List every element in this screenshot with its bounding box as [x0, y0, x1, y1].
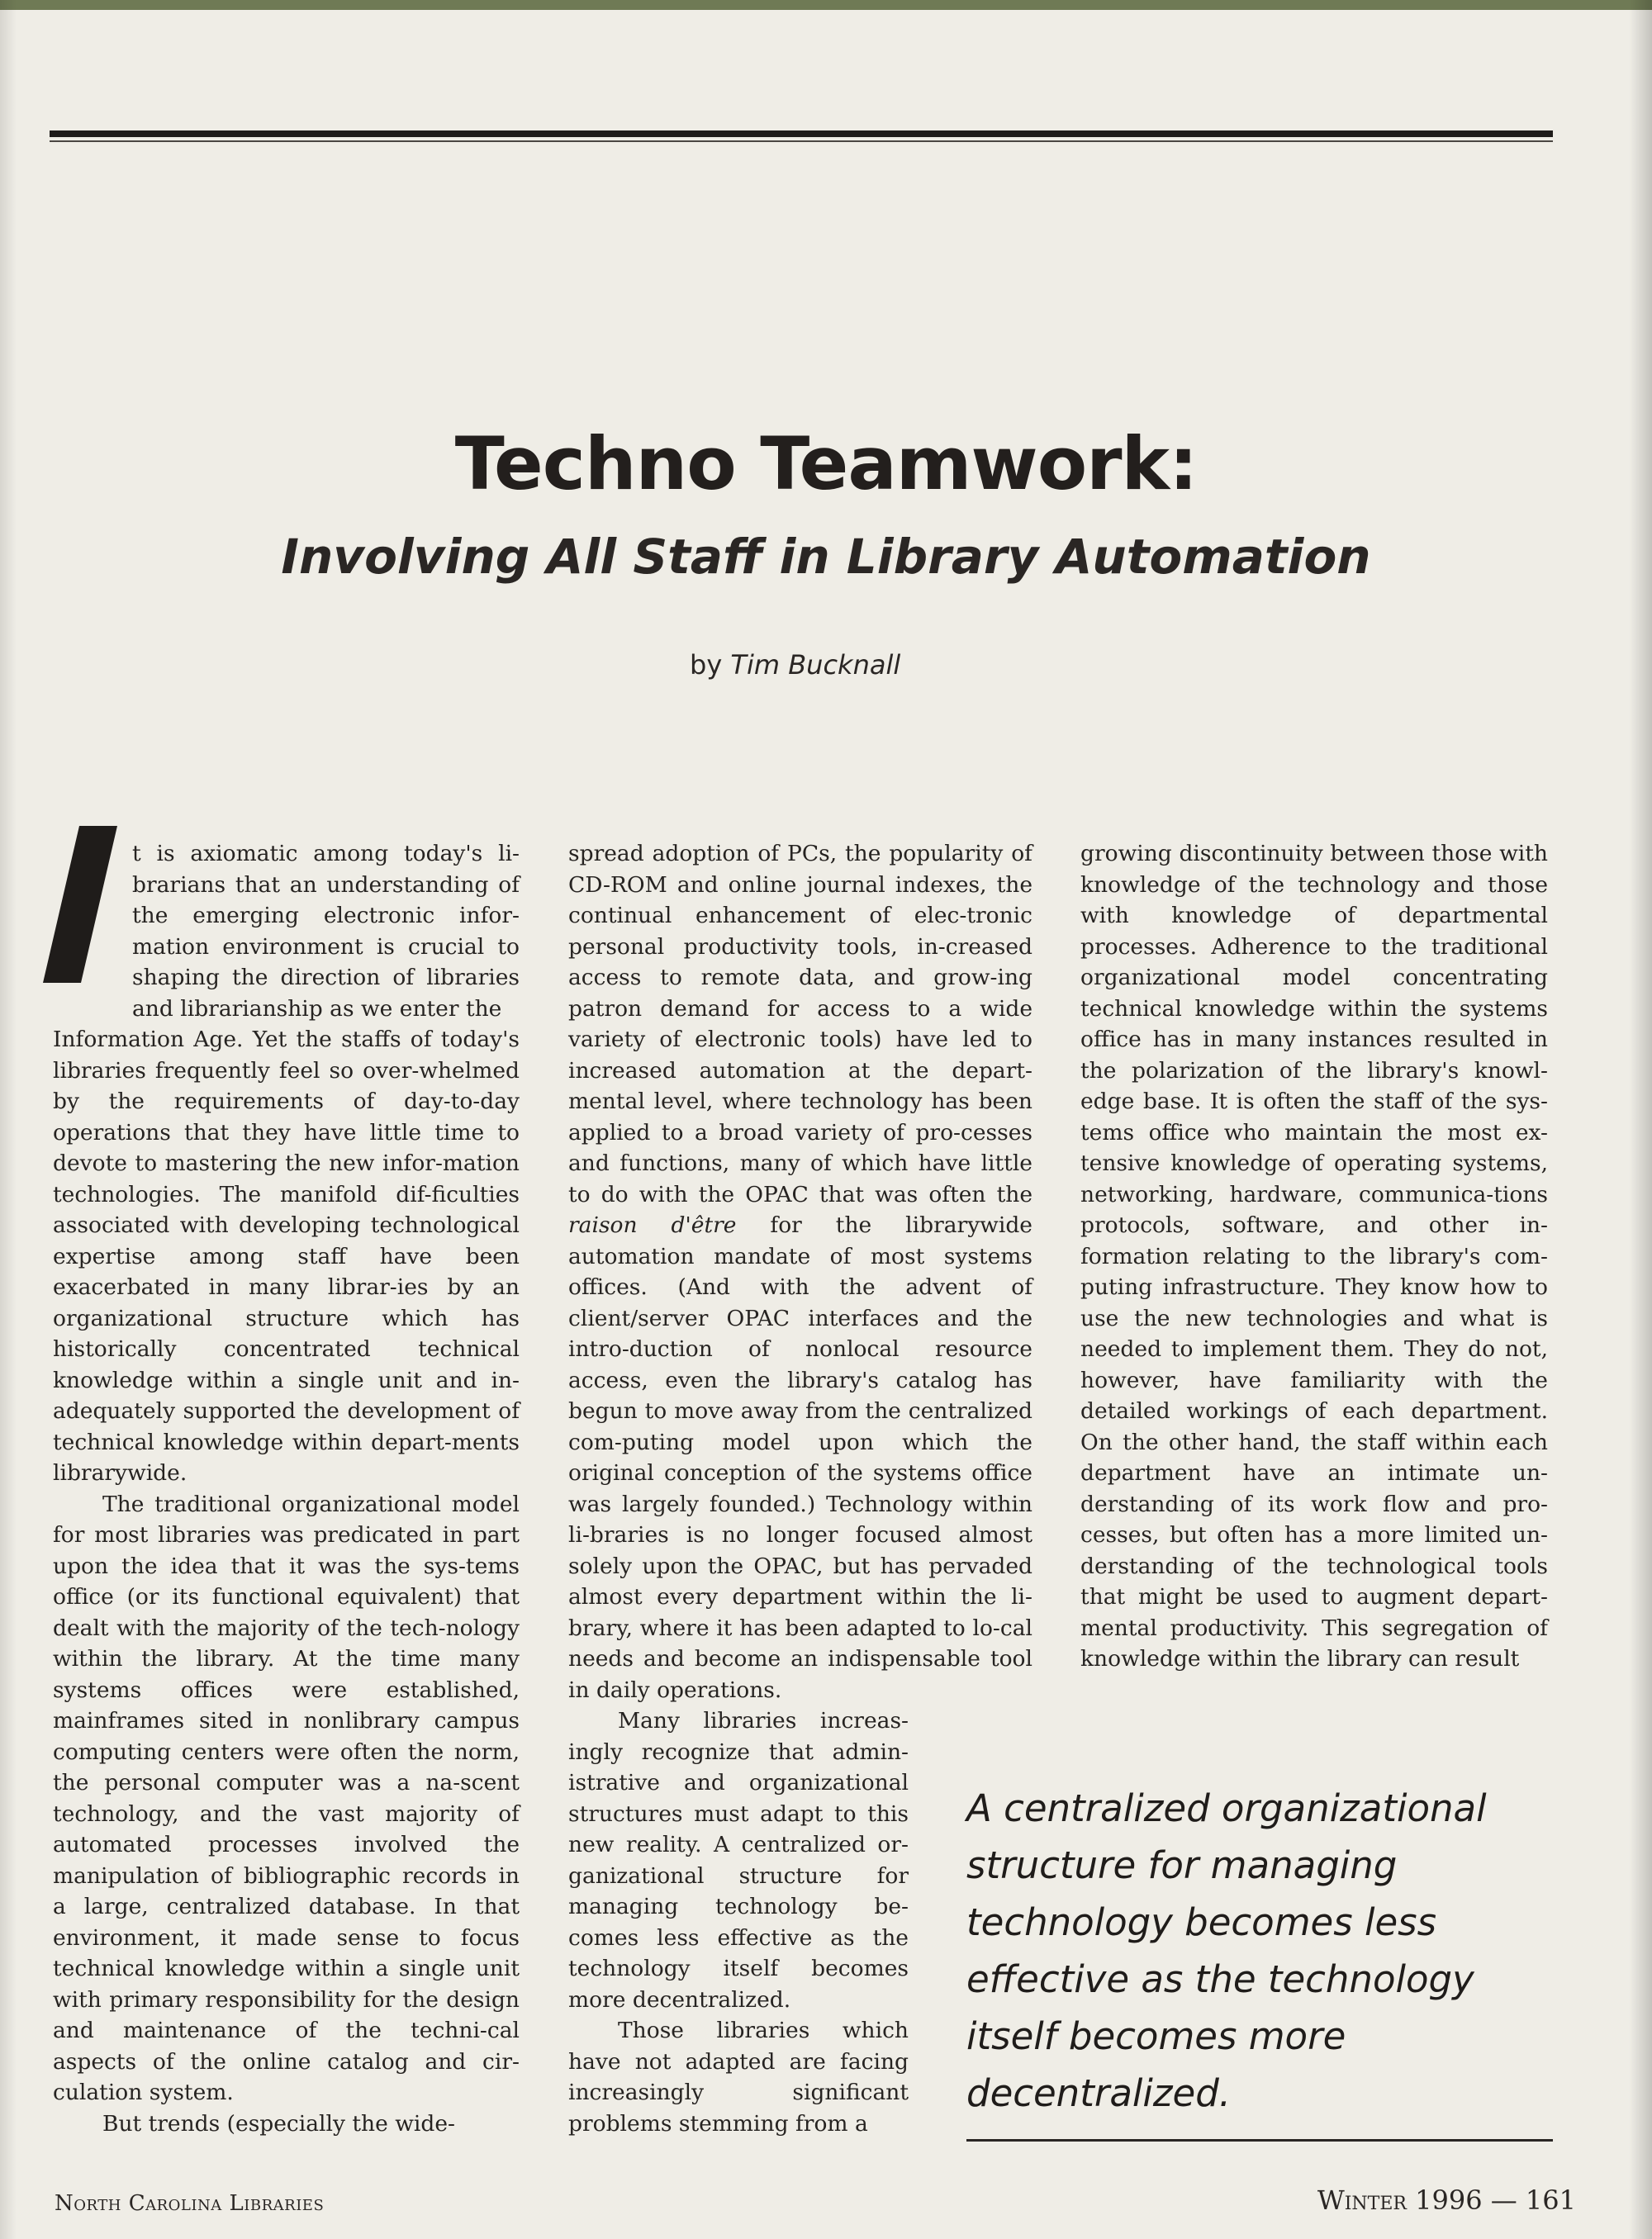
raison-detre: raison d'être	[568, 1212, 737, 1238]
page-top-edge	[0, 0, 1652, 10]
journal-name: North Carolina Libraries	[55, 2191, 325, 2216]
header-rule-thin	[50, 140, 1553, 142]
intro-paragraph: t is axiomatic among today's li-brarians that an understanding of the emerging electronic infor-mation environment is crucial to shaping the direction of libraries and librarianship as we enter the	[132, 841, 520, 1022]
paragraph-many-libraries: Many libraries increas-ingly recognize that admin-istrative and organizational structures must adapt to this new reality. A centralized or-ganizational structure for managing technology be-comes less effective as the technology itself becomes more decentralized.	[568, 1708, 909, 2013]
issue-year: 1996	[1415, 2184, 1483, 2216]
page-number: 161	[1525, 2184, 1576, 2216]
pull-quote: A centralized organizational structure for managing technology becomes less effective as the technology itself becomes more decentralized.	[966, 1786, 1487, 2115]
paragraph-discontinuity: growing discontinuity between those with knowledge of the technology and those with knowledge of departmental processes. Adherence to the traditional organizational model concentrating technical knowledge within the systems office has in many instances resulted in the polarization of the library's knowl-edge base. It is often the staff of the sys-tems office who maintain the most ex-tensive knowledge of operating systems, networking, hardware, communica-tions protocols, software, and other in-formation relating to the library's com-puting infrastructure. They know how to use the new technologies and what is needed to implement them. They do not, however, have familiarity with the detailed workings of each department. On the other hand, the staff within each department have an intimate un-derstanding of its work flow and pro-cesses, but often has a more limited un-derstanding of the technological tools that might be used to augment depart-mental productivity. This segregation of knowledge within the library can result	[1080, 841, 1548, 1672]
page-edge-shadow	[1629, 0, 1652, 2239]
column-3	[1080, 838, 1548, 1675]
author-name: Tim Bucknall	[730, 649, 901, 681]
header-rule	[50, 130, 1553, 137]
separator-dash: —	[1490, 2184, 1517, 2216]
paragraph-trends-continued	[568, 838, 1032, 1705]
issue-season: Winter	[1317, 2184, 1407, 2216]
trends-text-b: for the librarywide automation mandate of most systems offices. (And with the advent of client/server OPAC interfaces and the intro-duction of nonlocal resource access, even the library's catalog has begun to move away from the centralized com-puting model upon which the original conception of the systems office was largely founded.) Technology within li-braries is no longer focused almost solely upon the OPAC, but has pervaded almost every department within the li-brary, where it has been adapted to lo-cal needs and become an indispensable tool in daily operations.	[568, 1212, 1032, 1703]
paragraph-traditional-model: The traditional organizational model for most libraries was predicated in part upon the idea that it was the sys-tems office (or its functional equivalent) that dealt with the majority of the tech-nology within the library. At the time many systems offices were established, mainframes sited in nonlibrary campus computing centers were often the norm, the personal computer was a na-scent technology, and the vast majority of automated processes involved the manipulation of bibliographic records in a large, centralized database. In that environment, it made sense to focus technical knowledge within a single unit with primary responsibility for the design and maintenance of the techni-cal aspects of the online catalog and cir-culation system.	[53, 1491, 520, 2105]
paragraph-not-adapted: Those libraries which have not adapted are facing increasingly significant problems stemming from a	[568, 2018, 909, 2137]
article-subtitle: Involving All Staff in Library Automation	[281, 529, 1371, 585]
column-1	[53, 838, 520, 2139]
issue-and-page	[1317, 2184, 1576, 2216]
trends-text-a: spread adoption of PCs, the popularity of CD-ROM and online journal indexes, the continual enhancement of elec-tronic personal productivity tools, in-creased access to remote data, and grow-ing patron demand for access to a wide variety of electronic tools) have led to increased automation at the depart-mental level, where technology has been applied to a broad variety of pro-cesses and functions, many of which have little to do with the OPAC that was often the	[568, 841, 1032, 1207]
paragraph-trends: But trends (especially the wide-	[102, 2110, 455, 2137]
byline	[690, 649, 900, 681]
intro-paragraph-continued: Information Age. Yet the staffs of today's libraries frequently feel so over-whelmed by the requirements of day-to-day operations that they have little time to devote to mastering the new infor-mation technologies. The manifold dif-ficulties associated with developing technological expertise among staff have been exacerbated in many librar-ies by an organizational structure which has historically concentrated technical knowledge within a single unit and in-adequately supported the development of technical knowledge within depart-ments librarywide.	[53, 1027, 520, 1486]
binding-shadow	[0, 0, 17, 2239]
byline-prefix: by	[690, 649, 723, 681]
pull-quote-rule	[966, 2139, 1553, 2142]
column-2	[568, 838, 1032, 2139]
article-title: Techno Teamwork:	[454, 421, 1198, 506]
